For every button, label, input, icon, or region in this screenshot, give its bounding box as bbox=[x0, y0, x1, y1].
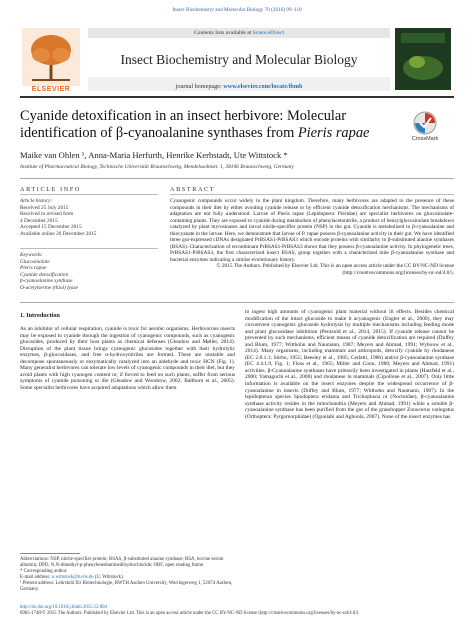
keyword: Glucosinolate bbox=[20, 258, 50, 265]
elsevier-tree-logo bbox=[22, 28, 80, 86]
section-rule-top bbox=[20, 178, 454, 179]
footnote-rule bbox=[20, 553, 80, 554]
paper-title-main: Cyanide detoxification in an insect herbivore: Molecular identification of β-cyanoalanine synthases from bbox=[20, 108, 347, 141]
history-line: 4 December 2015 bbox=[20, 217, 58, 224]
article-info-rule bbox=[20, 194, 158, 195]
crossmark-label: CrossMark bbox=[411, 136, 439, 142]
sciencedirect-link[interactable]: ScienceDirect bbox=[252, 30, 285, 36]
affiliation: Institute of Pharmaceutical Biology, Technische Universität Braunschweig, Mendelssohnstr. 1, 38106 Braunschweig, Germany bbox=[20, 164, 294, 170]
history-line: Received 25 July 2015 bbox=[20, 204, 69, 211]
paper-title bbox=[20, 108, 390, 142]
history-line: Received in revised form bbox=[20, 211, 74, 218]
introduction-column-right: to ingest high amounts of cyanogenic plant material without ill effects. Besides chemical modification of the intact glucoside to make it acyanogenic (Engler et al., 2000), they may circumvent cyanogenic glucoside hydrolysis by multiple mechanisms including feeding mode and plant glucosidase inhibition (Pentzold et al., 2014, 2015). If cyanide release cannot be prevented by such mechanisms, efficient means of cyanide detoxification are required (Duffey and Blum, 1977; Witthohn and Naumann, 1987; Meyers and Ahmad, 1991; Wybouw et al., 2014). Many organisms, including mammals and arthropods, detoxify cyanide by rhodanese (EC 2.8.1.1; Sörbo, 1955; Beesley et al., 1985; Cerletti, 1986) and/or β-cyanoalanine synthase (EC 4.4.1.9, Fig. 1; Floss et al., 1965; Miller and Conn, 1980; Meyers and Ahmad, 1991) activities. β-Cyanoalanine synthases have primarily been investigated in plants (Hatzfeld et al., 2000; Yamaguchi et al., 2000) and rhodanese in mammals (Cipollone et al., 2007). Only little information is available on the insect enzymes despite the widespread occurrence of β-cyanoalanine in insects (Duffey and Blum, 1977; Witthohn and Naumann, 1987). In the lepidopteran species Spodoptera eridania and Trichoplusia ni (Noctuidae), β-cyanoalanine synthase activity resides in the mitochondria (Meyers and Ahmad, 1991) while a soluble β-cyanoalanine synthase has been purified from the gut of the grasshopper Zonocerus variegatus (Orthoptera: Pyrgomorphidae) (Ogunlabi and Agboola, 2007). None of the insect enzymes has bbox=[245, 309, 454, 420]
publisher-name: ELSEVIER bbox=[31, 86, 71, 93]
introduction-heading: 1. Introduction bbox=[20, 312, 60, 319]
abstract-body bbox=[170, 198, 454, 277]
footnote-present-address: ¹ Present address: Lehrstuhl für Biotechnologie, RWTH Aachen University, Worringerweg 1, 52074 Aachen, Germany. bbox=[20, 581, 233, 592]
running-header: Insect Biochemistry and Molecular Biology 70 (2016) 99–110 bbox=[172, 7, 302, 13]
email-label: E-mail address: bbox=[20, 575, 52, 580]
abstract-text: Cyanogenic compounds occur widely in the plant kingdom. Therefore, many herbivores are adapted to the presence of these compounds in their diet by either avoiding cyanide release or by efficient cyanide detoxification mechanisms. The mechanisms of adaptation are not fully understood. Larvae of Pieris rapae (Lepidoptera: Pieridae) are specialist herbivores on glucosinolate-containing plants. They are exposed to cyanide during metabolism of phenylacetonitrile, a product of benzylglucosinolate breakdown catalyzed by plant myrosinases and larval nitrile-specifier protein (NSP) in the gut. Cyanide is metabolized to β-cyanoalanine and thiocyanate in the larvae. Here, we demonstrate that larvae of P. rapae possess β-cyanoalanine activity in their gut. We have identified three gut-expressed cDNAs designated PrBSAS1-PrBSAS3 which encode proteins with similarity to β-substituted alanine synthases (BSAS). Characterization of recombinant PrBSAS1-PrBSAS3 shows that they possess β-cyanoalanine activity. In phylogenetic trees, PrBSAS1-PrBSAS3, the first characterized insect BSAS, group together with a characterized mite β-cyanoalanine synthase and bacterial enzymes indicating a similar evolutionary history. bbox=[170, 198, 454, 263]
abstract-heading: ABSTRACT bbox=[170, 186, 216, 193]
keyword: Cyanide detoxification bbox=[20, 271, 69, 278]
abstract-license: © 2015 The Authors. Published by Elsevier Ltd. This is an open access article under the CC BY-NC-ND license (http://creativecommons.org/licenses/by-nc-nd/4.0/). bbox=[216, 263, 454, 277]
email-suffix: (U. Wittstock). bbox=[93, 575, 124, 580]
doi-link[interactable]: http://dx.doi.org/10.1016/j.ibmb.2015.12.004 bbox=[20, 605, 107, 610]
keywords-rule bbox=[20, 248, 158, 249]
keyword: O-acetylserine (thiol) lyase bbox=[20, 284, 78, 291]
issn-license-line: 0965-1748/© 2015 The Authors. Published by Elsevier Ltd. This is an open access article under the CC BY-NC-ND license (http://creativecommons.org/licenses/by-nc-nd/4.0/). bbox=[20, 611, 360, 616]
header-rule bbox=[20, 96, 454, 98]
footnote-abbreviations: Abbreviations: NSP, nitrile-specifier protein; BSAS, β-substituted alanine synthase; BSA, bovine serum albumin; DPD, N,N-dimethyl-p-phenylenediaminedihydrochloride; ORF, open reading frame. bbox=[20, 557, 224, 568]
keyword: β-cyanoalanine synthase bbox=[20, 278, 73, 285]
contents-bar bbox=[88, 28, 390, 38]
paper-title-species: Pieris rapae bbox=[297, 125, 370, 141]
contents-prefix: Contents lists available at bbox=[193, 30, 253, 36]
introduction-column-left: As an inhibitor of cellular respiration, cyanide is toxic for aerobic organisms. Herbivorous insects may be exposed to cyanide through the ingestion of cyanogenic compounds, such as cyanogenic glucosides, produced by their host plants as chemical defenses (Gleadow and Møller, 2014). Disruption of the plant tissue brings cyanogenic glucosides together with their hydrolytic enzymes, β-glucosidases, and free α-hydroxynitriles are formed. These are unstable and decompose spontaneously or enzymatically catalyzed into an aldehyde and toxic HCN (Fig. 1). Many generalist herbivores can tolerate low levels of cyanogenic compounds in their diet, but they avoid plants with high cyanogen content or, if forced to feed on such plants, suffer from serious symptoms of cyanide poisoning or die (Gleadow and Woodrow, 2002; Ballhorn et al., 2005). Some specialist herbivores have acquired adaptations which allow them bbox=[20, 326, 235, 391]
history-line: Available online 20 December 2015 bbox=[20, 230, 97, 237]
homepage-link[interactable]: www.elsevier.com/locate/ibmb bbox=[223, 83, 303, 90]
homepage-label: journal homepage: bbox=[175, 83, 224, 90]
article-info-heading: ARTICLE INFO bbox=[20, 186, 81, 193]
history-line: Accepted 15 December 2015 bbox=[20, 224, 82, 231]
footnotes bbox=[20, 557, 235, 593]
keywords-block bbox=[20, 252, 158, 292]
journal-homepage bbox=[88, 83, 390, 90]
footnote-corresponding: * Corresponding author. bbox=[20, 569, 68, 574]
section-rule-bottom bbox=[20, 302, 454, 303]
article-history bbox=[20, 198, 158, 238]
keywords-label: Keywords: bbox=[20, 252, 43, 258]
author-list: Maike van Ohlen ¹, Anna-Maria Herfurth, Henrike Kerbstadt, Ute Wittstock * bbox=[20, 150, 288, 160]
journal-cover-image bbox=[395, 28, 451, 90]
email-link[interactable]: u.wittstock@tu-bs.de bbox=[51, 575, 94, 580]
abstract-rule bbox=[170, 194, 454, 195]
doi-block bbox=[20, 605, 454, 617]
keyword: Pieris rapae bbox=[20, 265, 47, 272]
history-label: Article history: bbox=[20, 198, 53, 204]
journal-title: Insect Biochemistry and Molecular Biology bbox=[120, 52, 358, 67]
